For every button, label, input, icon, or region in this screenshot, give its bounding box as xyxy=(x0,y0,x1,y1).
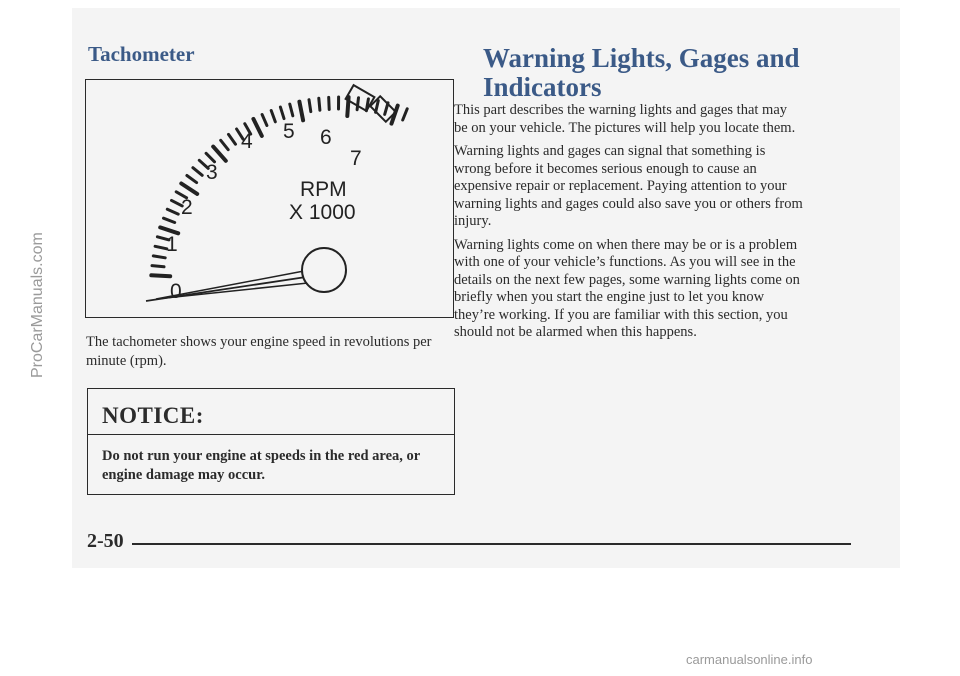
paragraph-come-on: Warning lights come on when there may be or is a problem with one of your vehicle’s functions. As you will see in the details on the next few pages, some warning lights come on briefly when you start the engine just to let you know they’re working. If you are familiar with this section, you should not be alarmed when this happens. xyxy=(454,236,800,340)
notice-box xyxy=(87,388,455,495)
gauge-tick xyxy=(357,98,358,110)
gauge-tick xyxy=(319,98,320,110)
gauge-tick xyxy=(181,184,197,194)
gauge-unit-multiplier: X 1000 xyxy=(289,201,356,224)
tachometer-illustration xyxy=(85,79,454,318)
gauge-label-5: 5 xyxy=(283,120,295,143)
gauge-tick xyxy=(299,102,303,121)
gauge-tick xyxy=(213,147,226,161)
manual-page xyxy=(72,8,900,568)
tachometer-gauge-svg xyxy=(86,80,452,316)
warning-lights-text xyxy=(454,102,804,348)
footer-rule xyxy=(132,543,851,545)
notice-title: NOTICE: xyxy=(88,389,454,435)
section-heading-warning-lights: Warning Lights, Gages and Indicators xyxy=(483,43,800,102)
gauge-label-3: 3 xyxy=(206,161,218,184)
gauge-tick xyxy=(221,140,229,149)
gauge-tick xyxy=(229,134,236,144)
gauge-tick xyxy=(290,104,293,116)
page-number: 2-50 xyxy=(87,530,124,552)
paragraph-signal: Warning lights and gages can signal that something is wrong before it becomes serious enough to cause an expensive repair or replacement. Paying attention to your warning lights and gages could also save you or others from injury. xyxy=(454,143,803,229)
gauge-tick-marks xyxy=(151,97,407,276)
redline-markers xyxy=(346,85,396,122)
gauge-tick xyxy=(187,176,197,183)
gauge-label-7: 7 xyxy=(350,147,362,170)
gauge-tick xyxy=(262,115,267,126)
vertical-watermark-text: ProCarManuals.com xyxy=(29,232,46,378)
gauge-tick xyxy=(167,209,178,214)
gauge-tick xyxy=(280,107,284,119)
gauge-tick xyxy=(253,119,261,136)
gauge-label-1: 1 xyxy=(166,233,178,256)
gauge-tick xyxy=(152,266,164,267)
notice-body: Do not run your engine at speeds in the red area, or engine damage may occur. xyxy=(102,448,420,483)
vertical-watermark xyxy=(25,178,45,378)
gauge-tick xyxy=(271,111,275,122)
gauge-tick xyxy=(164,218,175,222)
gauge-tick xyxy=(309,100,311,112)
gauge-label-4: 4 xyxy=(241,130,253,153)
gauge-tick xyxy=(193,168,202,176)
gauge-tick xyxy=(153,256,165,258)
gauge-unit-rpm: RPM xyxy=(300,178,347,201)
gauge-needle-hub xyxy=(302,248,346,292)
gauge-tick xyxy=(329,97,330,109)
paragraph-intro: This part describes the warning lights and gages that may be on your vehicle. The pictures will help you locate them. xyxy=(454,102,796,136)
bottom-watermark: carmanualsonline.info xyxy=(686,652,813,667)
tachometer-caption: The tachometer shows your engine speed in revolutions per minute (rpm). xyxy=(86,334,432,369)
section-heading-tachometer: Tachometer xyxy=(88,42,195,66)
gauge-tick xyxy=(403,109,408,120)
gauge-label-6: 6 xyxy=(320,126,332,149)
gauge-label-2: 2 xyxy=(181,196,193,219)
gauge-label-0: 0 xyxy=(170,280,182,303)
gauge-tick xyxy=(151,275,170,276)
